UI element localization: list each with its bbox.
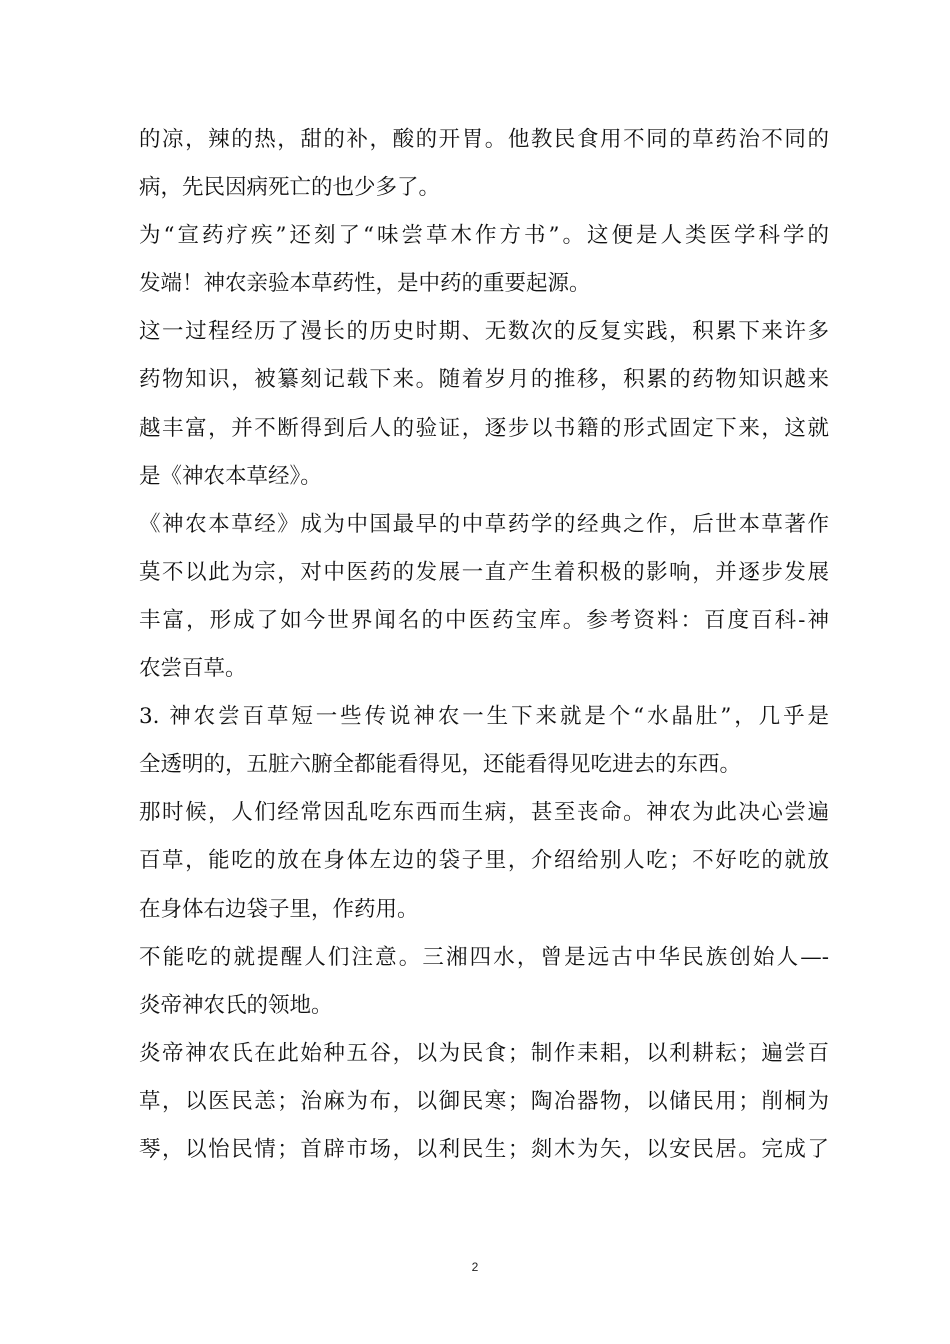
text-line: 这一过程经历了漫长的历史时期、无数次的反复实践，积累下来许多 [139, 319, 829, 345]
text-line: 炎帝神农氏在此始种五谷，以为民食；制作耒耜，以利耕耘；遍尝百 [139, 1040, 829, 1066]
text-line: 病，先民因病死亡的也少多了。 [139, 175, 441, 201]
text-line: 是《神农本草经》。 [139, 463, 322, 489]
text-line: 农尝百草。 [139, 656, 247, 682]
text-line: 《神农本草经》成为中国最早的中草药学的经典之作，后世本草著作 [139, 511, 829, 537]
page-number: 2 [471, 1260, 479, 1274]
text-line: 莫不以此为宗，对中医药的发展一直产生着积极的影响，并逐步发展 [139, 559, 829, 585]
text-line: 丰富，形成了如今世界闻名的中医药宝库。参考资料：百度百科-神 [139, 607, 829, 633]
text-line: 全透明的，五脏六腑全都能看得见，还能看得见吃进去的东西。 [139, 752, 742, 778]
text-line: 发端！神农亲验本草药性，是中药的重要起源。 [139, 271, 591, 297]
text-line: 越丰富，并不断得到后人的验证，逐步以书籍的形式固定下来，这就 [139, 415, 829, 441]
text-line: 为“宣药疗疾”还刻了“味尝草木作方书”。这便是人类医学科学的 [139, 223, 829, 249]
body-text [139, 116, 829, 1174]
text-line: 3. 神农尝百草短一些传说神农一生下来就是个“水晶肚”，几乎是 [139, 704, 829, 730]
text-line: 琴，以怡民情；首辟市场，以利民生；剡木为矢，以安民居。完成了 [139, 1136, 829, 1162]
text-line: 草，以医民恙；治麻为布，以御民寒；陶冶器物，以储民用；削桐为 [139, 1088, 829, 1114]
text-line: 百草，能吃的放在身体左边的袋子里，介绍给别人吃；不好吃的就放 [139, 848, 829, 874]
text-line: 在身体右边袋子里，作药用。 [139, 896, 419, 922]
text-line: 炎帝神农氏的领地。 [139, 992, 333, 1018]
text-line: 药物知识，被纂刻记载下来。随着岁月的推移，积累的药物知识越来 [139, 367, 829, 393]
text-line: 不能吃的就提醒人们注意。三湘四水，曾是远古中华民族创始人—- [139, 944, 829, 970]
text-line: 的凉，辣的热，甜的补，酸的开胃。他教民食用不同的草药治不同的 [139, 127, 829, 152]
text-line: 那时候，人们经常因乱吃东西而生病，甚至丧命。神农为此决心尝遍 [139, 800, 829, 826]
